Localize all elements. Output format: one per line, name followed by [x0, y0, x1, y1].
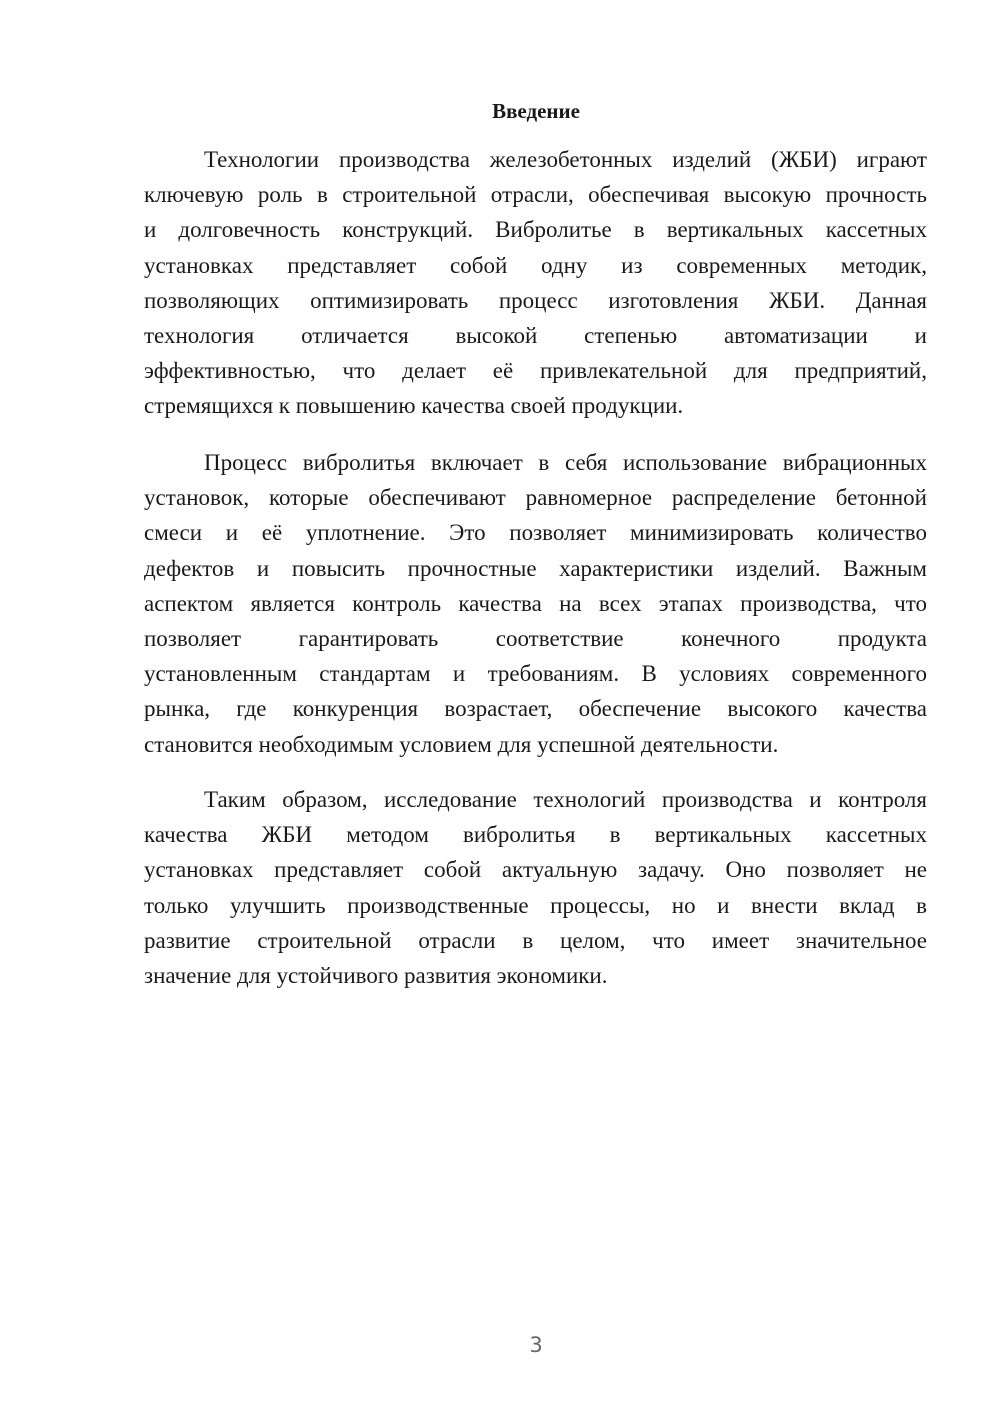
text-line: становится необходимым условием для успешной деятельности. — [144, 731, 779, 757]
text-line: развитие строительной отрасли в целом, что имеет значительное — [144, 927, 927, 953]
text-line: Процесс вибролитья включает в себя использование вибрационных — [204, 450, 927, 475]
text-line: дефектов и повысить прочностные характеристики изделий. Важным — [144, 555, 927, 581]
text-line: позволяющих оптимизировать процесс изготовления ЖБИ. Данная — [144, 287, 927, 313]
paragraph-3 — [144, 782, 927, 993]
text-line: рынка, где конкуренция возрастает, обеспечение высокого качества — [144, 696, 927, 722]
text-line: установках представляет собой актуальную задачу. Оно позволяет не — [144, 857, 927, 883]
text-line: позволяет гарантировать соответствие конечного продукта — [144, 625, 927, 651]
text-line: Таким образом, исследование технологий производства и контроля — [204, 787, 927, 812]
text-line: только улучшить производственные процессы, но и внести вклад в — [144, 892, 927, 918]
text-line: установленным стандартам и требованиям. В условиях современного — [144, 661, 927, 687]
text-line: эффективностью, что делает её привлекательной для предприятий, — [144, 358, 927, 384]
text-line: аспектом является контроль качества на всех этапах производства, что — [144, 590, 927, 616]
text-line: установках представляет собой одну из современных методик, — [144, 252, 927, 278]
text-line: значение для устойчивого развития экономики. — [144, 962, 608, 988]
text-line: Технологии производства железобетонных изделий (ЖБИ) играют — [204, 147, 927, 172]
page-number: 3 — [529, 1333, 543, 1357]
text-line: смеси и её уплотнение. Это позволяет минимизировать количество — [144, 520, 927, 546]
paragraph-2 — [144, 445, 927, 762]
text-line: качества ЖБИ методом вибролитья в вертикальных кассетных — [144, 822, 927, 848]
text-line: стремящихся к повышению качества своей продукции. — [144, 393, 684, 419]
text-line: установок, которые обеспечивают равномерное распределение бетонной — [144, 485, 927, 511]
text-line: технология отличается высокой степенью автоматизации и — [144, 322, 927, 348]
text-line: и долговечность конструкций. Вибролитье в вертикальных кассетных — [144, 217, 927, 243]
text-line: ключевую роль в строительной отрасли, обеспечивая высокую прочность — [144, 182, 927, 208]
paragraph-1 — [144, 142, 927, 424]
section-heading: Введение — [492, 99, 580, 123]
